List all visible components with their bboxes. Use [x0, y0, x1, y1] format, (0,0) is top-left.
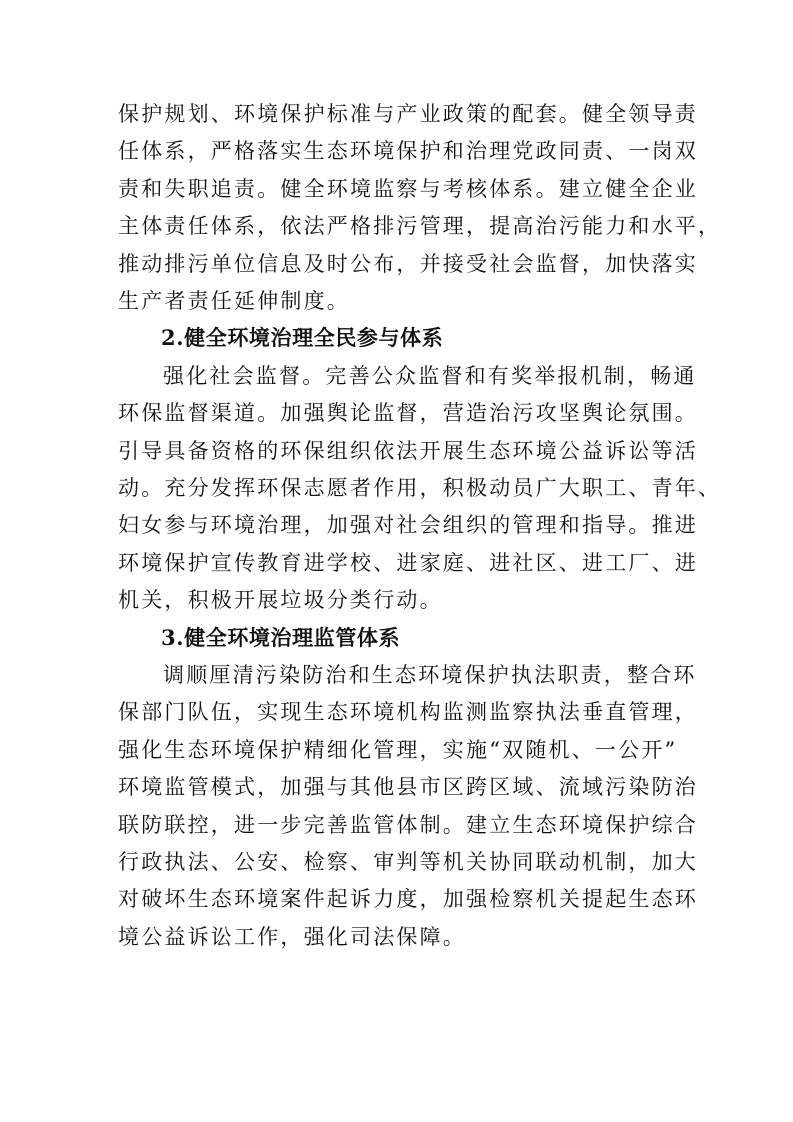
- paragraph-line: 保护规划、环境保护标准与产业政策的配套。健全领导责: [118, 102, 698, 126]
- section-heading-2: 2.健全环境治理全民参与体系: [161, 325, 444, 350]
- paragraph-line: 主体责任体系，依法严格排污管理，提高治污能力和水平，: [118, 214, 722, 238]
- paragraph-line: 任体系，严格落实生态环境保护和治理党政同责、一岗双: [118, 139, 698, 163]
- paragraph-line: 机关，积极开展垃圾分类行动。: [118, 588, 443, 612]
- paragraph-line: 责和失职追责。健全环境监察与考核体系。建立健全企业: [118, 177, 698, 201]
- paragraph-line: 环保监督渠道。加强舆论监督，营造治污攻坚舆论氛围。: [118, 401, 698, 425]
- paragraph-line: 引导具备资格的环保组织依法开展生态环境公益诉讼等活: [118, 439, 698, 463]
- paragraph-line: 强化生态环境保护精细化管理，实施“双随机、一公开”: [118, 738, 678, 762]
- paragraph-line: 对破坏生态环境案件起诉力度，加强检察机关提起生态环: [118, 887, 698, 911]
- paragraph-line: 生产者责任延伸制度。: [118, 289, 350, 313]
- paragraph-line: 动。充分发挥环保志愿者作用，积极动员广大职工、青年、: [118, 476, 722, 500]
- paragraph-line: 强化社会监督。完善公众监督和有奖举报机制，畅通: [163, 364, 697, 388]
- paragraph-line: 推动排污单位信息及时公布，并接受社会监督，加快落实: [118, 252, 698, 276]
- paragraph-line: 环境监管模式，加强与其他县市区跨区域、流域污染防治: [118, 775, 698, 799]
- paragraph-line: 环境保护宣传教育进学校、进家庭、进社区、进工厂、进: [118, 551, 698, 575]
- section-heading-3: 3.健全环境治理监管体系: [161, 625, 401, 650]
- paragraph-line: 联防联控，进一步完善监管体制。建立生态环境保护综合: [118, 813, 698, 837]
- paragraph-line: 保部门队伍，实现生态环境机构监测监察执法垂直管理，: [118, 700, 698, 724]
- paragraph-line: 调顺厘清污染防治和生态环境保护执法职责，整合环: [163, 663, 697, 687]
- paragraph-line: 境公益诉讼工作，强化司法保障。: [118, 925, 466, 949]
- paragraph-line: 行政执法、公安、检察、审判等机关协同联动机制，加大: [118, 850, 698, 874]
- paragraph-line: 妇女参与环境治理，加强对社会组织的管理和指导。推进: [118, 513, 698, 537]
